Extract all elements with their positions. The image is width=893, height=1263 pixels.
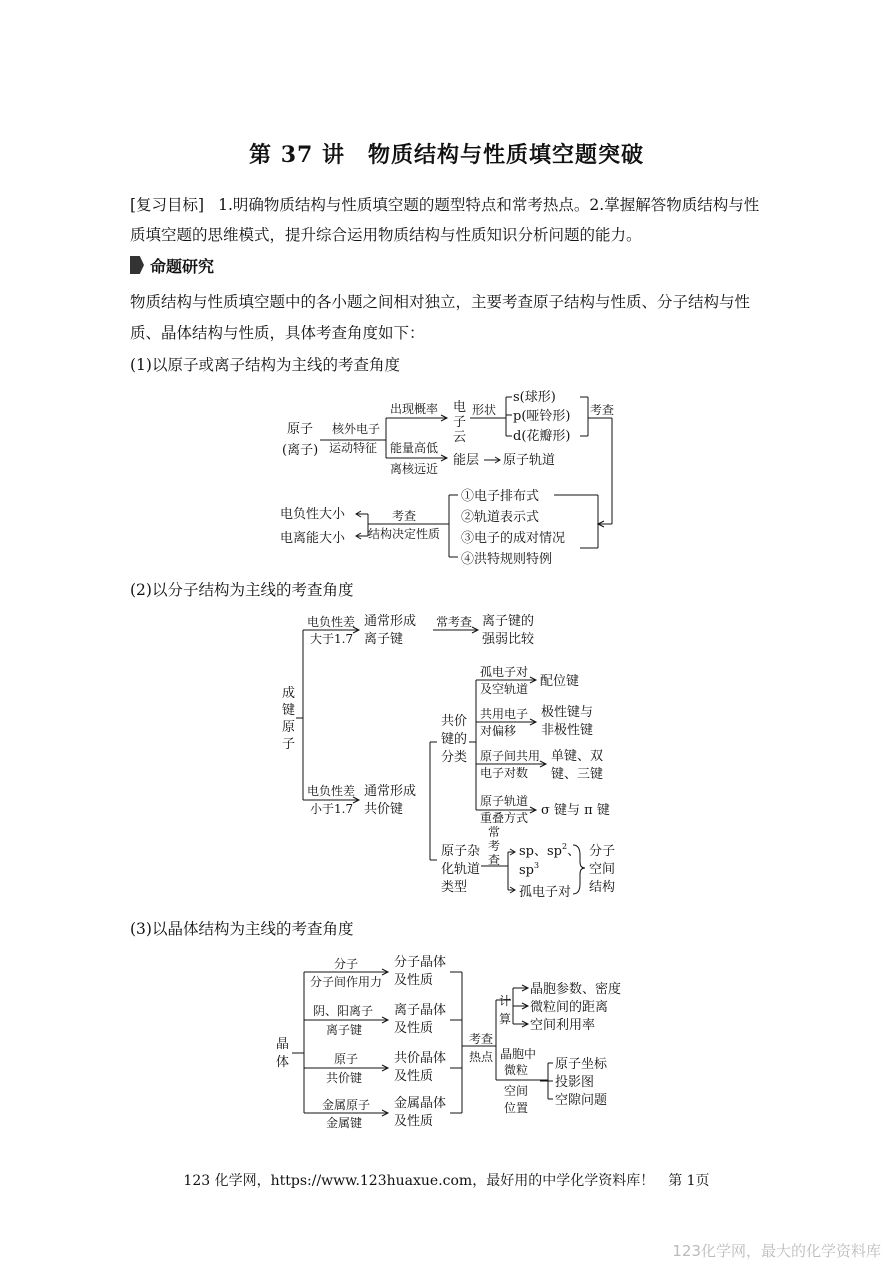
d3-pos-item-2: 投影图: [555, 1075, 595, 1090]
d1-cloud-2: 子: [453, 415, 467, 430]
d3-hot-1: 考查: [469, 1032, 494, 1046]
d3-calc-2: 算: [499, 1012, 512, 1026]
d1-p-orbital: p(哑铃形): [513, 409, 571, 424]
d1-shape: 形状: [472, 403, 497, 417]
d1-d-orbital: d(花瓣形): [513, 429, 571, 444]
d1-electronegativity: 电负性大小: [280, 507, 346, 522]
d3-mol-top: 分子: [334, 957, 359, 971]
molecule-structure-diagram: [282, 613, 615, 900]
d3-pos-item-1: 原子坐标: [555, 1057, 608, 1072]
d3-calc-item-2: 微粒间的距离: [530, 1000, 609, 1015]
d3-pos-item-3: 空隙问题: [555, 1093, 608, 1108]
review-label: [复习目标]: [130, 196, 205, 214]
d1-item-3: ③电子的成对情况: [461, 531, 566, 546]
d2-overlap-1: 原子轨道: [480, 794, 529, 808]
d1-exam-mid: 考查: [392, 509, 417, 523]
d3-hot-2: 热点: [469, 1050, 494, 1064]
d1-item-2: ②轨道表示式: [461, 510, 540, 525]
watermark: 123化学网，最大的化学资料库: [672, 1242, 881, 1260]
d1-s-orbital: s(球形): [513, 390, 556, 405]
d2-strength-1: 离子键的: [482, 614, 535, 629]
d2-class-3: 分类: [441, 750, 468, 765]
d1-energy: 能量高低: [390, 441, 439, 455]
d1-structure-property: 结构决定性质: [368, 527, 441, 541]
d3-cell-2: 微粒: [504, 1063, 529, 1077]
d2-sigma-pi: σ 键与 π 键: [541, 803, 610, 818]
d2-form-2: 键: [282, 703, 296, 718]
d3-metal-res-2: 及性质: [394, 1114, 434, 1129]
d2-covalent-2: 共价键: [364, 802, 404, 817]
d2-geom-2: 空间: [589, 862, 616, 877]
d3-atom-res-1: 共价晶体: [394, 1051, 447, 1066]
review-paragraph-cont: 质填空题的思维模式，提升综合运用物质结构与性质知识分析问题的能力。: [130, 226, 642, 244]
d2-hybrid-1: 原子杂: [441, 844, 481, 859]
d2-chang-2: 考: [488, 839, 501, 853]
review-text: 1.明确物质结构与性质填空题的题型特点和常考热点。2.掌握解答物质结构与性: [218, 196, 760, 214]
d3-ion-res-1: 离子晶体: [394, 1003, 447, 1018]
subsection-1-title: (1)以原子或离子结构为主线的考查角度: [130, 356, 400, 374]
d1-ionization-energy: 电离能大小: [280, 531, 346, 546]
d2-lone-pair: 孤电子对: [519, 885, 572, 900]
d2-multi-2: 键、三键: [551, 767, 604, 782]
d3-crystal-2: 体: [276, 1055, 290, 1070]
d1-cloud-3: 云: [453, 430, 467, 445]
d2-strength-2: 强弱比较: [482, 632, 535, 647]
d2-ionic-1: 通常形成: [364, 614, 417, 629]
d2-sp-line1: sp、$sp^2$、: [519, 842, 581, 859]
d1-atomic-orbital: 原子轨道: [503, 453, 556, 468]
d3-metal-top: 金属原子: [322, 1098, 371, 1112]
d3-calc-item-3: 空间利用率: [530, 1018, 596, 1033]
d2-geom-3: 结构: [589, 880, 616, 895]
d3-mol-res-2: 及性质: [394, 973, 434, 988]
d2-ionic-2: 离子键: [364, 632, 404, 647]
d1-item-4: ④洪特规则特例: [461, 552, 553, 567]
crystal-structure-diagram: [276, 954, 621, 1130]
d3-pos-1: 空间: [504, 1084, 529, 1098]
d3-mol-bottom: 分子间作用力: [310, 975, 383, 989]
d2-chang-1: 常: [488, 825, 501, 839]
d2-chang-3: 查: [488, 853, 501, 867]
d2-class-2: 键的: [441, 732, 468, 747]
d1-ion-label: (离子): [282, 443, 319, 458]
d2-hybrid-2: 化轨道: [441, 862, 481, 877]
d1-distance: 离核远近: [390, 462, 439, 476]
d2-geom-1: 分子: [589, 844, 616, 859]
d2-often-exam: 常考查: [436, 615, 473, 629]
page-footer: 123 化学网，https://www.123huaxue.com，最好用的中学化学资料库！ 第 1页: [183, 1173, 710, 1189]
d2-pairs-2: 电子对数: [480, 766, 529, 780]
d1-item-1: ①电子排布式: [461, 489, 540, 504]
d3-crystal-1: 晶: [276, 1037, 290, 1052]
d2-multi-1: 单键、双: [551, 749, 604, 764]
d3-ion-bottom: 离子键: [326, 1023, 363, 1037]
d2-pairs-1: 原子间共用: [480, 749, 541, 763]
d3-atom-top: 原子: [334, 1052, 359, 1066]
d3-calc-1: 计: [499, 994, 512, 1008]
d2-shared-2: 对偏移: [480, 724, 517, 738]
d2-hybrid-3: 类型: [441, 880, 468, 895]
d2-greater-17: 大于1.7: [310, 632, 354, 646]
d2-lone-1: 孤电子对: [480, 665, 529, 679]
d1-cloud-1: 电: [453, 400, 467, 415]
d3-mol-res-1: 分子晶体: [394, 955, 447, 970]
d1-probability: 出现概率: [390, 402, 439, 416]
d1-core-electron: 核外电子: [332, 422, 381, 436]
d2-polar-1: 极性键与: [541, 705, 594, 720]
d1-motion: 运动特征: [329, 441, 378, 455]
subsection-3-title: (3)以晶体结构为主线的考查角度: [130, 920, 354, 938]
d3-calc-item-1: 晶胞参数、密度: [530, 982, 622, 997]
d3-cell-1: 晶胞中: [500, 1047, 537, 1061]
page-title: 第 37 讲 物质结构与性质填空题突破: [249, 142, 644, 168]
d3-ion-top: 阴、阳离子: [313, 1004, 374, 1018]
d2-less-17: 小于1.7: [310, 802, 354, 816]
d2-polar-2: 非极性键: [541, 723, 594, 738]
d2-overlap-2: 重叠方式: [480, 811, 529, 825]
d2-en-diff-gt: 电负性差: [307, 615, 356, 629]
subsection-2-title: (2)以分子结构为主线的考查角度: [130, 581, 354, 599]
d2-shared-1: 共用电子: [480, 707, 529, 721]
intro-paragraph: 物质结构与性质填空题中的各小题之间相对独立，主要考查原子结构与性质、分子结构与性: [130, 293, 751, 311]
d1-exam-right: 考查: [590, 403, 615, 417]
d3-ion-res-2: 及性质: [394, 1021, 434, 1036]
section-title: 命题研究: [150, 256, 215, 276]
d2-covalent-1: 通常形成: [364, 784, 417, 799]
d3-pos-2: 位置: [504, 1101, 529, 1115]
d2-en-diff-lt: 电负性差: [307, 784, 356, 798]
d2-form-1: 成: [282, 686, 296, 701]
d2-coordinate-bond: 配位键: [540, 674, 580, 689]
d3-atom-bottom: 共价键: [326, 1071, 363, 1085]
d2-form-3: 原: [282, 720, 296, 735]
d2-lone-2: 及空轨道: [480, 682, 529, 696]
d3-metal-bottom: 金属键: [326, 1116, 363, 1130]
d3-metal-res-1: 金属晶体: [394, 1096, 447, 1111]
d1-atom-label: 原子: [287, 422, 314, 437]
d1-energy-level: 能层: [453, 453, 480, 468]
d2-form-4: 子: [282, 737, 296, 752]
intro-paragraph-cont: 质、晶体结构与性质，具体考查角度如下：: [130, 324, 425, 342]
d2-sp-line2: $sp^3$: [519, 861, 540, 878]
d2-class-1: 共价: [441, 714, 468, 729]
d3-atom-res-2: 及性质: [394, 1069, 434, 1084]
